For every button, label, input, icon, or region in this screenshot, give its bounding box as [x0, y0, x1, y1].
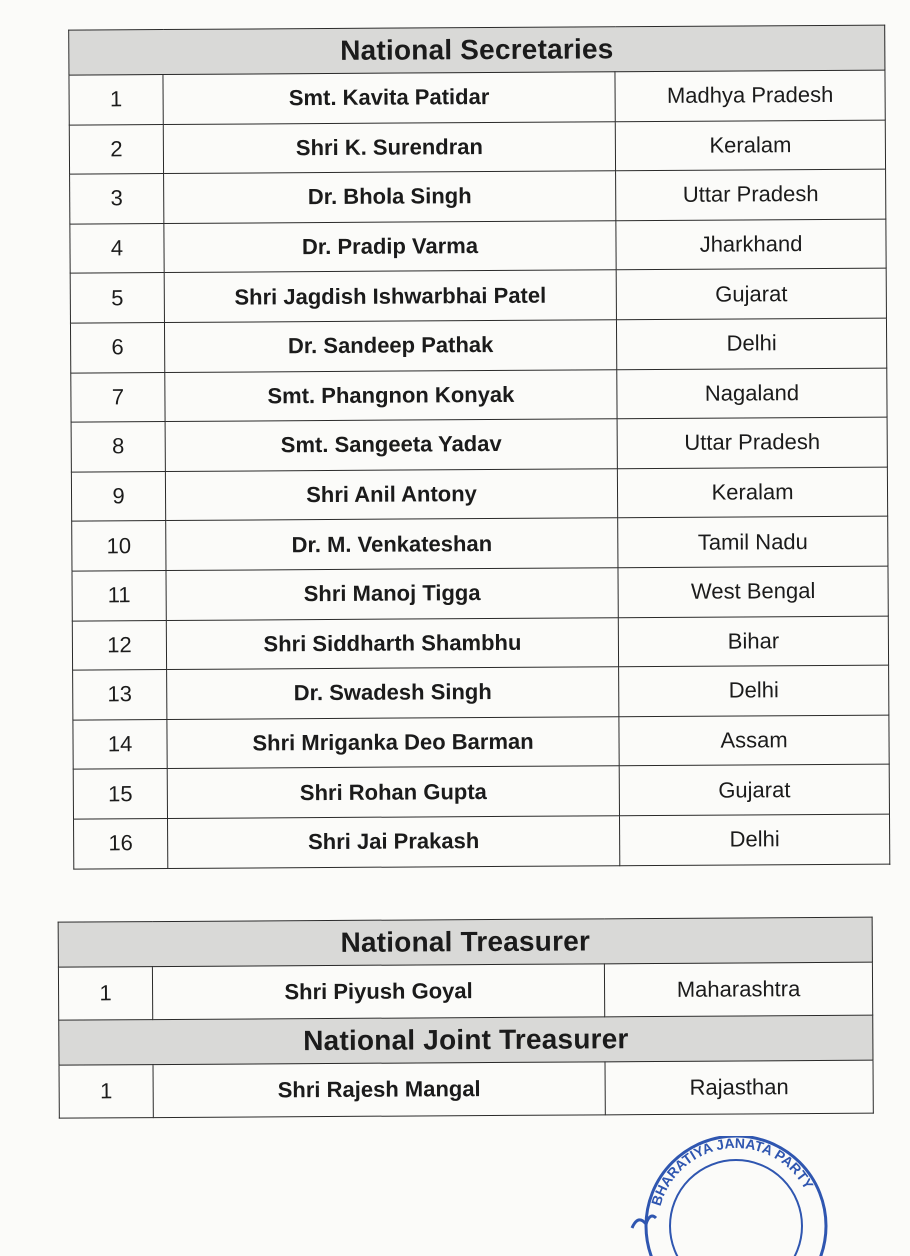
table-row: [69, 70, 885, 125]
row-number: 8: [71, 422, 165, 472]
member-state: Keralam: [615, 120, 885, 171]
table-row: [59, 1060, 873, 1118]
seal-text: BHARATIYA JANATA PARTY: [647, 1136, 817, 1208]
seal-outer-ring: [646, 1136, 826, 1256]
member-name: Smt. Sangeeta Yadav: [165, 419, 617, 471]
row-number: 12: [72, 620, 166, 670]
row-number: 2: [69, 124, 163, 174]
table-row: [69, 120, 885, 175]
member-name: Dr. Pradip Varma: [164, 221, 616, 273]
table-row: [73, 764, 889, 819]
member-state: Gujarat: [619, 764, 889, 815]
signature-stroke: [632, 1216, 656, 1228]
table-row: [70, 219, 886, 274]
seal-inner-ring: [670, 1160, 802, 1256]
member-state: Uttar Pradesh: [617, 417, 887, 468]
member-name: Shri K. Surendran: [163, 121, 615, 173]
member-name: Dr. M. Venkateshan: [166, 518, 618, 570]
row-number: 11: [72, 570, 166, 620]
party-seal-stamp: [628, 1136, 828, 1256]
table-row: [70, 169, 886, 224]
member-name: Shri Jagdish Ishwarbhai Patel: [164, 270, 616, 322]
member-state: Madhya Pradesh: [615, 70, 885, 121]
table-row: [58, 962, 872, 1020]
member-state: West Bengal: [618, 566, 888, 617]
row-number: 10: [72, 521, 166, 571]
table-row: [72, 566, 888, 621]
table-row: [70, 318, 886, 373]
secretaries-rows: [69, 70, 890, 868]
treasurer-table: [58, 917, 874, 1119]
member-state: Assam: [619, 715, 889, 766]
member-name: Dr. Bhola Singh: [164, 171, 616, 223]
table-row: [73, 665, 889, 720]
national-secretaries-table: [68, 25, 890, 869]
member-state: Uttar Pradesh: [616, 169, 886, 220]
row-number: 6: [70, 322, 164, 372]
table-row: [70, 268, 886, 323]
row-number: 1: [59, 1065, 153, 1119]
member-name: Smt. Kavita Patidar: [163, 72, 615, 124]
member-state: Rajasthan: [605, 1060, 873, 1115]
member-state: Bihar: [618, 616, 888, 667]
member-state: Nagaland: [617, 368, 887, 419]
table-row: [71, 417, 887, 472]
member-state: Delhi: [619, 814, 889, 865]
section-heading-joint-treasurer: National Joint Treasurer: [59, 1015, 873, 1065]
member-name: Smt. Phangnon Konyak: [165, 369, 617, 421]
row-number: 9: [71, 471, 165, 521]
row-number: 1: [58, 967, 152, 1021]
member-name: Shri Manoj Tigga: [166, 568, 618, 620]
table-row: [73, 715, 889, 770]
member-state: Jharkhand: [616, 219, 886, 270]
table-row: [74, 814, 890, 869]
table-row: [71, 467, 887, 522]
member-name: Shri Mriganka Deo Barman: [167, 716, 619, 768]
member-state: Keralam: [617, 467, 887, 518]
section-heading-treasurer: National Treasurer: [58, 917, 872, 967]
row-number: 4: [70, 223, 164, 273]
row-number: 16: [74, 818, 168, 868]
member-name: Shri Jai Prakash: [168, 816, 620, 868]
section-heading-secretaries: National Secretaries: [69, 25, 885, 75]
row-number: 15: [73, 769, 167, 819]
member-name: Dr. Sandeep Pathak: [164, 320, 616, 372]
row-number: 7: [71, 372, 165, 422]
member-name: Shri Anil Antony: [165, 468, 617, 520]
member-name: Shri Piyush Goyal: [152, 964, 604, 1020]
table-row: [71, 368, 887, 423]
member-name: Shri Rohan Gupta: [167, 766, 619, 818]
row-number: 5: [70, 273, 164, 323]
member-state: Delhi: [619, 665, 889, 716]
table-row: [72, 616, 888, 671]
table-row: [72, 516, 888, 571]
member-state: Maharashtra: [604, 962, 872, 1017]
member-name: Shri Siddharth Shambhu: [166, 617, 618, 669]
member-state: Gujarat: [616, 268, 886, 319]
member-state: Delhi: [616, 318, 886, 369]
row-number: 14: [73, 719, 167, 769]
row-number: 13: [73, 670, 167, 720]
member-name: Shri Rajesh Mangal: [153, 1062, 605, 1118]
member-state: Tamil Nadu: [618, 516, 888, 567]
member-name: Dr. Swadesh Singh: [167, 667, 619, 719]
row-number: 3: [70, 174, 164, 224]
row-number: 1: [69, 75, 163, 125]
